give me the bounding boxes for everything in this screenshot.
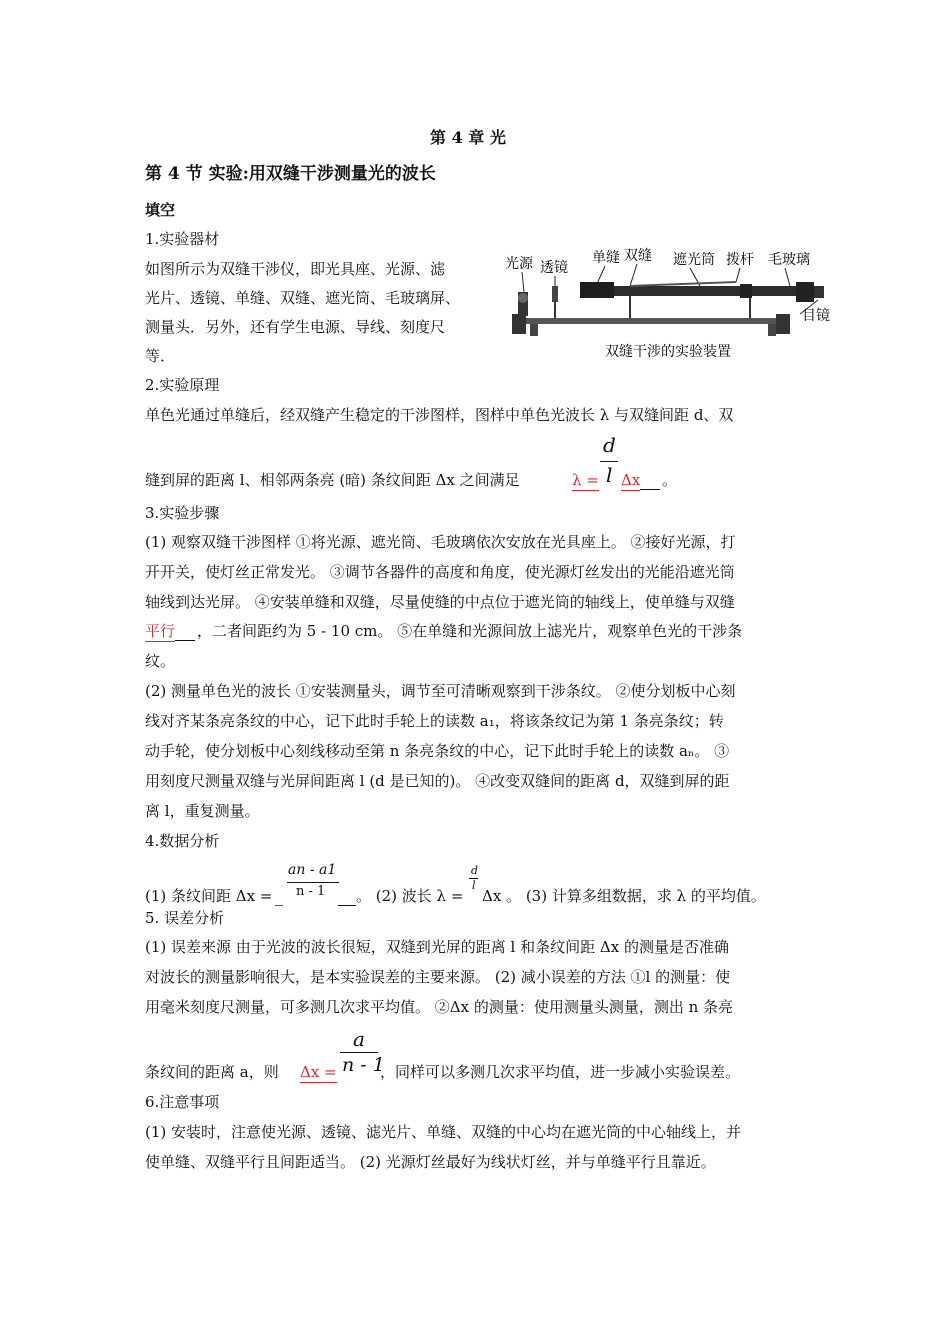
figure-label-light-source: 光源 (505, 256, 533, 272)
figure-label-ground-glass: 毛玻璃 (768, 252, 810, 268)
section-6-heading: 6.注意事项 (145, 1093, 220, 1111)
section-5-line: 用毫米刻度尺测量，可多测几次求平均值。 ②Δx 的测量：使用测量头测量，测出 n 条亮 (145, 998, 734, 1016)
section-6-line: 使单缝、双缝平行且间距适当。 (2) 光源灯丝最好为线状灯丝，并与单缝平行且靠近。 (145, 1153, 716, 1171)
fraction-numerator: d (603, 433, 616, 457)
section-title: 第 4 节 实验:用双缝干涉测量光的波长 (145, 164, 436, 184)
figure-label-eyepiece: 目镜 (802, 308, 830, 324)
section-4-line: (1) 条纹间距 Δx = (145, 887, 273, 905)
section-1-line: 如图所示为双缝干涉仪，即光具座、光源、滤 (145, 260, 446, 278)
answer-lambda: λ = (572, 471, 599, 489)
answer-blank (338, 905, 356, 906)
fill-heading: 填空 (145, 201, 176, 219)
figure-label-double-slit: 双缝 (624, 248, 652, 264)
section-3-line: 轴线到达光屏。 ④安装单缝和双缝，尽量使缝的中点位于遮光筒的轴线上，使单缝与双缝 (145, 593, 735, 611)
section-2-line: 缝到屏的距离 l、相邻两条亮 (暗) 条纹间距 Δx 之间满足 (145, 471, 520, 489)
section-1-heading: 1.实验器材 (145, 230, 220, 248)
fraction-denominator: n - 1 (342, 1054, 385, 1076)
section-1-line: 光片、透镜、单缝、双缝、遮光筒、毛玻璃屏、 (145, 289, 461, 307)
figure-caption: 双缝干涉的实验装置 (605, 344, 731, 360)
section-3-line: 线对齐某条亮条纹的中心，记下此时手轮上的读数 a₁，将该条纹记为第 1 条亮条纹；转 (145, 712, 724, 730)
section-2-period: 。 (662, 471, 678, 489)
fraction-numerator: an - a1 (288, 862, 337, 878)
answer-delta-x: Δx (621, 471, 641, 489)
fraction-numerator: d (471, 864, 479, 877)
section-6-line: (1) 安装时，注意使光源、透镜、滤光片、单缝、双缝的中心均在遮光筒的中心轴线上，并 (145, 1123, 742, 1141)
section-5-line: (1) 误差来源 由于光波的波长很短，双缝到光屏的距离 l 和条纹间距 Δx 的测量是否准确 (145, 938, 729, 956)
section-4-line: Δx 。 (3) 计算多组数据，求 λ 的平均值。 (482, 887, 766, 905)
section-3-line: (2) 测量单色光的波长 ①安装测量头，调节至可清晰观察到干涉条纹。 ②使分划板中心刻 (145, 682, 736, 700)
fraction-bar (600, 461, 618, 462)
fraction-bar (287, 882, 339, 883)
section-2-line: 单色光通过单缝后，经双缝产生稳定的干涉图样，图样中单色光波长 λ 与双缝间距 d、双 (145, 406, 734, 424)
section-3-heading: 3.实验步骤 (145, 504, 220, 522)
section-5-line: ，同样可以多测几次求平均值，进一步减小实验误差。 (380, 1063, 741, 1081)
fraction-denominator: n - 1 (296, 884, 326, 899)
chapter-title: 第 4 章 光 (430, 128, 506, 147)
section-3-line: (1) 观察双缝干涉图样 ①将光源、遮光筒、毛玻璃依次安放在光具座上。 ②接好光源，打 (145, 533, 736, 551)
section-1-line: 测量头．另外，还有学生电源、导线、刻度尺 (145, 318, 446, 336)
section-3-line: ，二者间距约为 5 - 10 cm。 ⑤在单缝和光源间放上滤光片，观察单色光的干涉条 (197, 622, 743, 640)
section-3-line: 纹。 (145, 652, 176, 670)
figure-label-lens: 透镜 (540, 260, 568, 276)
section-4-heading: 4.数据分析 (145, 832, 220, 850)
fraction-denominator: l (606, 463, 613, 487)
fraction-numerator: a (353, 1027, 365, 1051)
section-3-line: 开开关，使灯丝正常发光。 ③调节各器件的高度和角度，使光源灯丝发出的光能沿遮光筒 (145, 563, 735, 581)
figure-label-shade-tube: 遮光筒 (673, 252, 715, 268)
section-3-line: 动手轮，使分划板中心刻线移动至第 n 条亮条纹的中心，记下此时手轮上的读数 aₙ。 ③ (145, 742, 730, 760)
section-5-heading: 5. 误差分析 (145, 909, 225, 927)
figure-label-single-slit: 单缝 (592, 250, 620, 266)
answer-blank (175, 640, 195, 641)
fraction-denominator: l (472, 879, 476, 892)
fraction-bar (340, 1052, 378, 1053)
section-4-line: 。 (2) 波长 λ = (356, 887, 464, 905)
figure-label-lever: 拨杆 (726, 252, 754, 268)
section-2-heading: 2.实验原理 (145, 376, 220, 394)
apparatus-figure (500, 242, 840, 367)
section-5-line: 条纹间的距离 a，则 (145, 1063, 279, 1081)
answer-parallel: 平行 (145, 622, 176, 640)
section-3-line: 离 l，重复测量。 (145, 802, 260, 820)
section-3-line: 用刻度尺测量双缝与光屏间距离 l (d 是已知的)。 ④改变双缝间的距离 d，双缝到屏的距 (145, 772, 730, 790)
section-5-line: 对波长的测量影响很大，是本实验误差的主要来源。 (2) 减小误差的方法 ①l 的测量：使 (145, 968, 731, 986)
answer-delta-x-formula: Δx = (300, 1063, 337, 1081)
section-1-line: 等． (145, 347, 176, 365)
answer-blank (275, 905, 283, 906)
answer-blank (640, 489, 660, 490)
